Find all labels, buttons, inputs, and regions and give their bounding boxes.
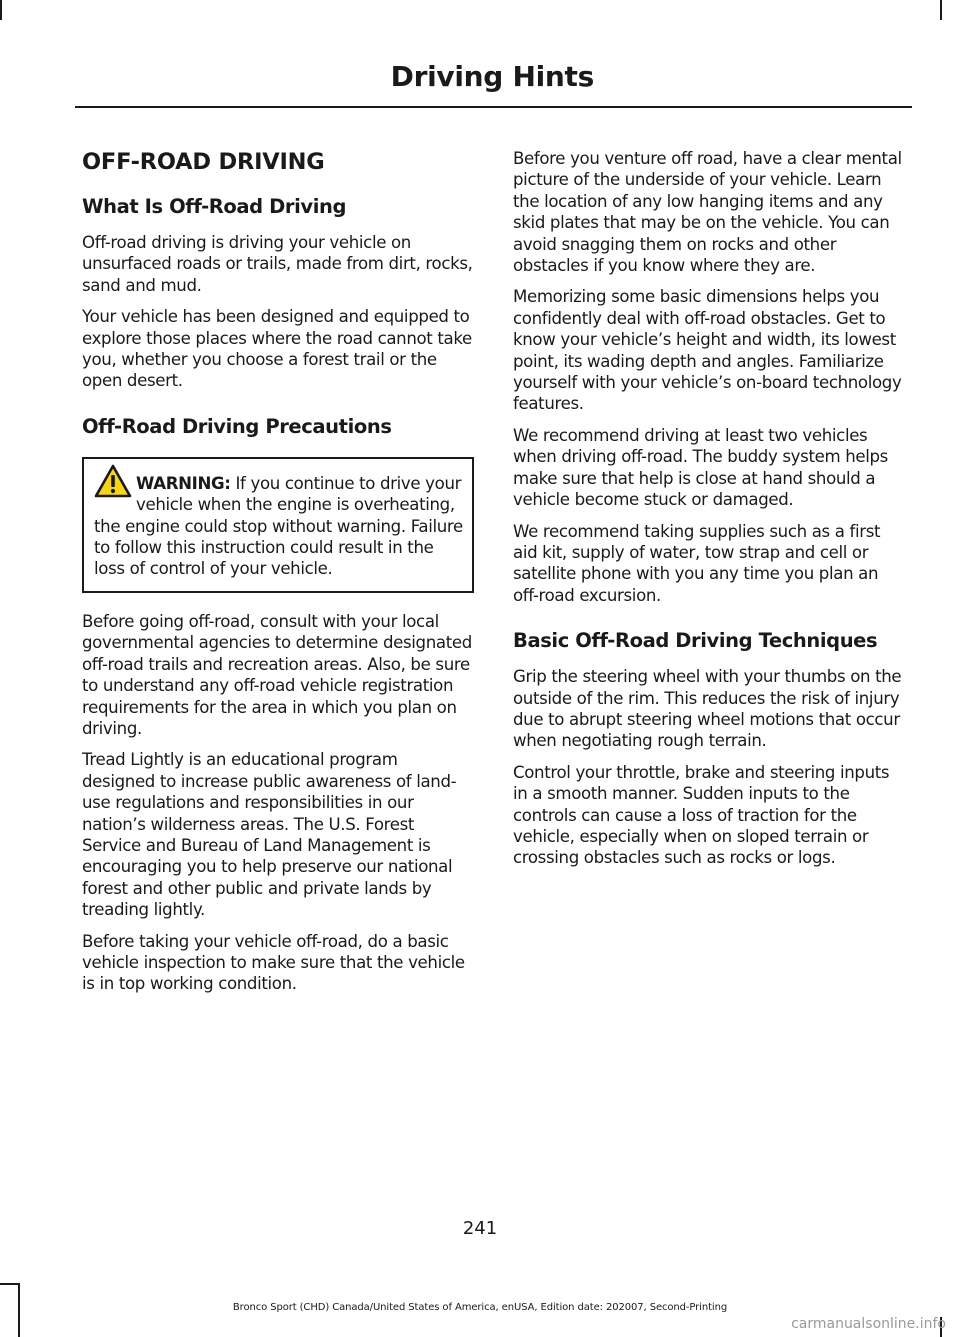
crop-mark-top-right <box>940 0 942 20</box>
header-divider <box>75 106 912 108</box>
paragraph: Before you venture off road, have a clear mental picture of the underside of your vehicle. Learn the location of any low hanging items and any skid plates that may be on the vehicle. You can avoid snagging them on rocks and other obstacles if you know where they are. <box>513 149 902 276</box>
warning-text: If you continue to drive your vehicle when the engine is overheating, the engine could stop without warning. Failure to follow this instruction could result in the loss of control of your vehicle. <box>94 473 463 579</box>
paragraph: Grip the steering wheel with your thumbs on the outside of the rim. This reduces the risk of injury due to abrupt steering wheel motions that occur when negotiating rough terrain. <box>513 667 902 751</box>
section-title: OFF-ROAD DRIVING <box>82 149 325 175</box>
crop-mark-top-left <box>0 0 2 20</box>
paragraph: Tread Lightly is an educational program designed to increase public awareness of land-use regulations and responsibilities in our nation’s wilderness areas. The U.S. Forest Service and Bureau of Land Management is encouraging you to help preserve our national forest and other public and private lands by treading lightly. <box>82 750 457 920</box>
warning-label: WARNING: <box>136 473 231 493</box>
page-number: 241 <box>462 1218 498 1239</box>
paragraph: We recommend driving at least two vehicles when driving off-road. The buddy system helps make sure that help is close at hand should a vehicle become stuck or damaged. <box>513 425 888 510</box>
left-column <box>82 148 474 1005</box>
page-header-title: Driving Hints <box>390 60 594 93</box>
footer-edition-info: Bronco Sport (CHD) Canada/United States of America, enUSA, Edition date: 202007, Second-Printing <box>232 1302 728 1313</box>
warning-box <box>82 457 474 593</box>
right-column <box>513 148 905 879</box>
crop-mark-bottom-left <box>0 1283 20 1285</box>
warning-triangle-icon <box>94 464 132 498</box>
paragraph: Before going off-road, consult with your local governmental agencies to determine designated off-road trails and recreation areas. Also, be sure to understand any off-road vehicle registration requirements for the area in which you plan on driving. <box>82 611 472 738</box>
subsection-title-techniques: Basic Off-Road Driving Techniques <box>513 629 878 653</box>
subsection-title-what: What Is Off-Road Driving <box>82 195 347 218</box>
paragraph: Control your throttle, brake and steering inputs in a smooth manner. Sudden inputs to the controls can cause a loss of traction for the vehicle, especially when on sloped terrain or crossing obstacles such as rocks or logs. <box>513 762 890 868</box>
subsection-title-precautions: Off-Road Driving Precautions <box>82 414 392 438</box>
paragraph: Off-road driving is driving your vehicle on unsurfaced roads or trails, made from dirt, rocks, sand and mud. <box>82 233 473 295</box>
paragraph: Before taking your vehicle off-road, do a basic vehicle inspection to make sure that the vehicle is in top working condition. <box>82 931 465 994</box>
watermark: carmanualsonline.info <box>791 1316 946 1332</box>
paragraph: Memorizing some basic dimensions helps you confidently deal with off-road obstacles. Get to know your vehicle’s height and width, its lowest point, its wading depth and angles. Familiarize yourself with your vehicle’s on-board technology features. <box>513 287 902 414</box>
paragraph: Your vehicle has been designed and equipped to explore those places where the road cannot take you, whether you choose a forest trail or the open desert. <box>82 307 472 391</box>
paragraph: We recommend taking supplies such as a first aid kit, supply of water, tow strap and cell or satellite phone with you any time you plan an off-road excursion. <box>513 521 881 605</box>
